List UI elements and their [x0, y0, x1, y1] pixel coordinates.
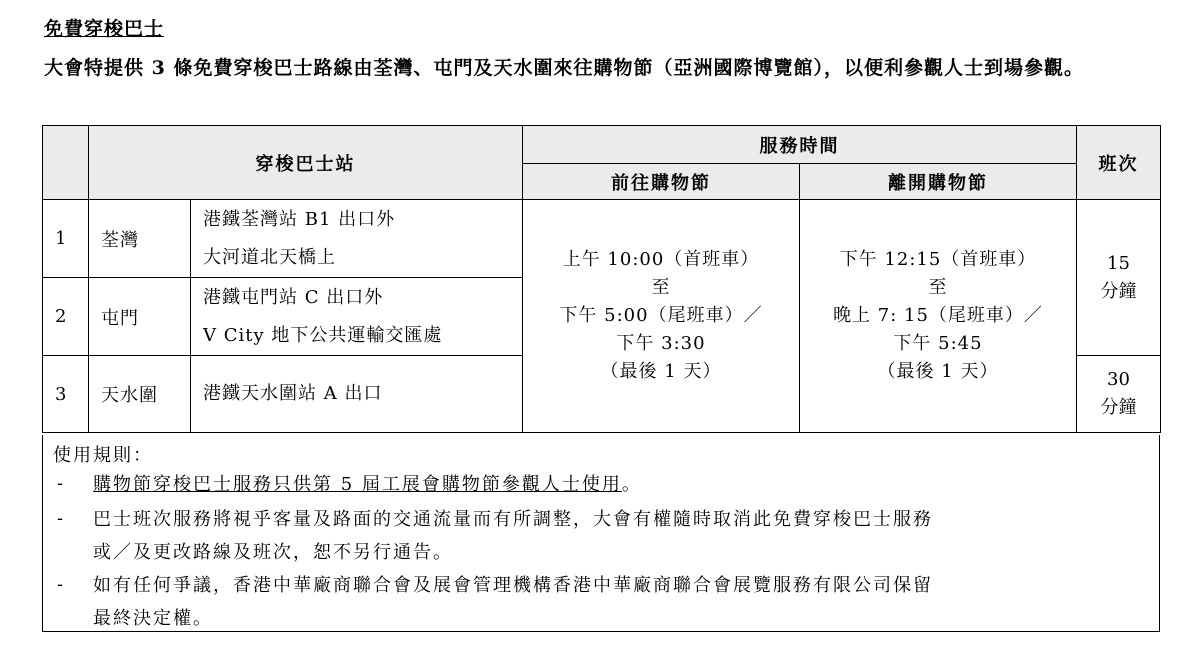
rule-text: [93, 569, 1153, 635]
to-fair-last-day-note: （最後 1 天）: [600, 361, 722, 382]
rule-2-line-1: 巴士班次服務將視乎客量及路面的交通流量而有所調整，大會有權隨時取消此免費穿梭巴士服務: [93, 509, 933, 530]
stop-location: [191, 200, 523, 278]
page-title: 免費穿梭巴士: [44, 18, 165, 40]
frequency-30: [1077, 356, 1161, 433]
header-index: [43, 126, 89, 200]
from-fair-last-day-time: 下午 5:45: [893, 333, 983, 354]
stop-line-1: 港鐵屯門站 C 出口外: [203, 286, 384, 308]
frequency-value: 15: [1107, 252, 1130, 274]
bullet-dash: -: [57, 508, 64, 529]
to-fair-last-day-time: 下午 3:30: [616, 333, 706, 354]
from-fair-times: [800, 200, 1077, 433]
frequency-unit: 分鐘: [1100, 280, 1137, 302]
header-frequency: 班次: [1077, 126, 1161, 200]
to-fair-last-bus: 下午 5:00（尾班車）／: [559, 305, 763, 326]
rule-3-line-2: 最終決定權。: [93, 608, 213, 629]
header-service-time: 服務時間: [523, 126, 1077, 164]
to-fair-times: [523, 200, 800, 433]
header-from-fair: 離開購物節: [800, 164, 1077, 200]
stop-line-1: 港鐵天水圍站 A 出口: [203, 383, 383, 404]
rule-text: [93, 503, 1153, 569]
bullet-dash: -: [57, 473, 64, 494]
frequency-value: 30: [1107, 369, 1130, 390]
to-fair-to: 至: [651, 277, 671, 298]
district-name: 荃灣: [89, 200, 191, 278]
rule-2-line-2: 或／及更改路線及班次，恕不另行通告。: [93, 542, 453, 563]
usage-rules-box: [42, 435, 1160, 632]
stop-line-2: V City 地下公共運輸交匯處: [203, 324, 443, 346]
frequency-15: [1077, 200, 1161, 356]
rules-heading: 使用規則：: [53, 445, 153, 466]
intro-text: 大會特提供 3 條免費穿梭巴士路線由荃灣、屯門及天水圍來往購物節（亞洲國際博覽館），以便利參觀人士到場參觀。: [44, 57, 1084, 79]
stop-location: [191, 278, 523, 356]
header-to-fair: 前往購物節: [523, 164, 800, 200]
from-fair-to: 至: [928, 277, 948, 298]
table-row: [43, 200, 1161, 278]
stop-line-1: 港鐵荃灣站 B1 出口外: [203, 208, 396, 230]
from-fair-last-day-note: （最後 1 天）: [877, 361, 999, 382]
rule-text: [93, 468, 1153, 501]
row-number: 3: [43, 356, 89, 433]
stop-line-2: 大河道北天橋上: [203, 246, 336, 268]
stop-location: [191, 356, 523, 433]
from-fair-last-bus: 晚上 7: 15（尾班車）／: [833, 305, 1043, 326]
row-number: 2: [43, 278, 89, 356]
district-name: 天水圍: [89, 356, 191, 433]
from-fair-first-bus: 下午 12:15（首班車）: [839, 249, 1037, 270]
bullet-dash: -: [57, 574, 64, 595]
frequency-unit: 分鐘: [1100, 397, 1137, 418]
shuttle-schedule-table: [42, 125, 1161, 433]
rule-1-underlined: 購物節穿梭巴士服務只供第 5 屆工展會購物節參觀人士使用: [93, 474, 622, 495]
district-name: 屯門: [89, 278, 191, 356]
header-station: 穿梭巴士站: [89, 126, 523, 200]
to-fair-first-bus: 上午 10:00（首班車）: [562, 249, 760, 270]
row-number: 1: [43, 200, 89, 278]
rule-3-line-1: 如有任何爭議，香港中華廠商聯合會及展會管理機構香港中華廠商聯合會展覽服務有限公司保留: [93, 575, 933, 596]
rule-1-end: 。: [621, 474, 642, 495]
